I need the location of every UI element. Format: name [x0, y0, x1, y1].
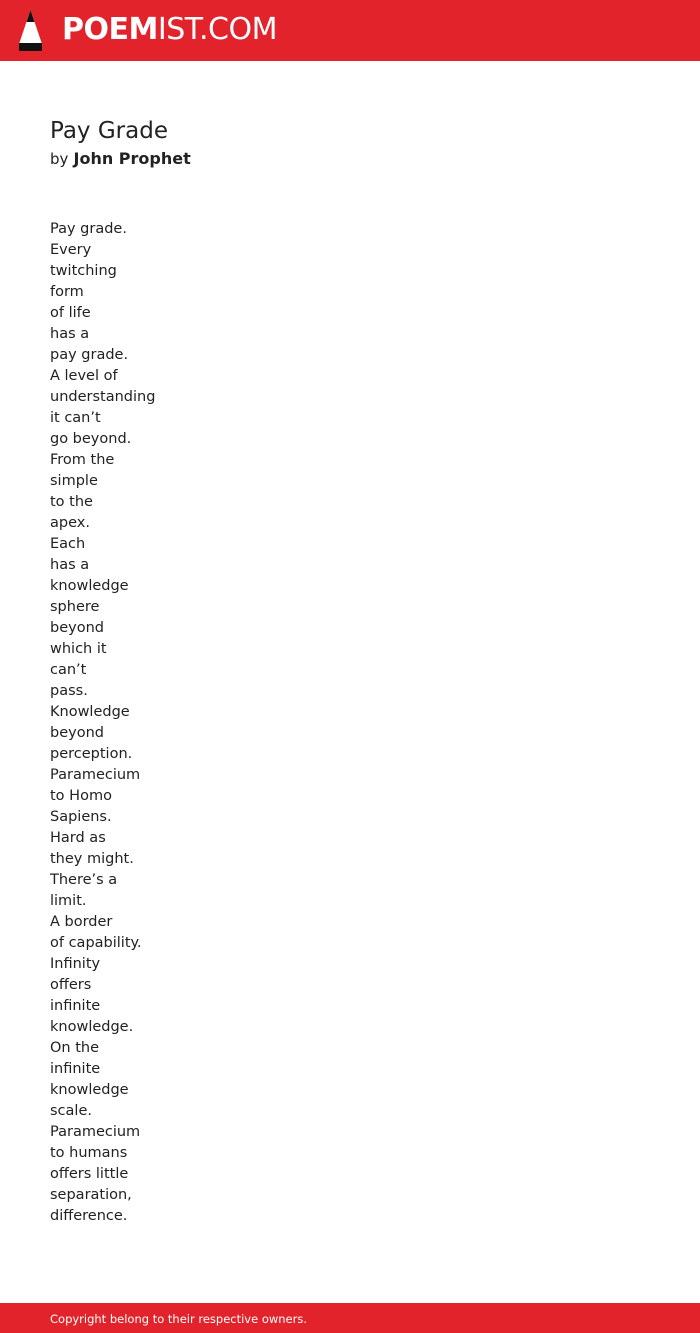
poem-line: difference.: [50, 1208, 128, 1224]
poem-line: knowledge: [50, 578, 129, 594]
poem-line: can’t: [50, 662, 87, 678]
poem-line: beyond: [50, 620, 104, 636]
poem-line: form: [50, 284, 84, 300]
poem-body: [50, 219, 155, 1227]
poem-line: they might.: [50, 851, 134, 867]
poem-line: Paramecium: [50, 1124, 141, 1140]
poem-line: separation,: [50, 1187, 132, 1203]
logo-brand-bold: POEM: [62, 12, 158, 47]
poem-line: has a: [50, 557, 90, 573]
poem-line: Infinity: [50, 956, 101, 972]
byline: [50, 148, 191, 170]
poem-title: Pay Grade: [50, 118, 168, 144]
poem-line: go beyond.: [50, 431, 132, 447]
poem-line: understanding: [50, 389, 156, 405]
poem-line: pass.: [50, 683, 88, 699]
poem-line: infinite: [50, 1061, 101, 1077]
byline-label: by: [50, 150, 69, 168]
poem-line: has a: [50, 326, 90, 342]
copyright-text: Copyright belong to their respective owners.: [50, 1312, 308, 1326]
poem-line: limit.: [50, 893, 87, 909]
poem-line: offers little: [50, 1166, 129, 1182]
author-name: John Prophet: [73, 149, 191, 168]
poem-line: From the: [50, 452, 115, 468]
poem-line: On the: [50, 1040, 100, 1056]
site-logo[interactable]: [62, 12, 277, 48]
poem-line: Sapiens.: [50, 809, 112, 825]
poem-line: of capability.: [50, 935, 142, 951]
poem-line: Hard as: [50, 830, 106, 846]
site-footer: [0, 1303, 700, 1333]
poem-line: perception.: [50, 746, 133, 762]
poem-line: sphere: [50, 599, 100, 615]
poem-line: to the: [50, 494, 93, 510]
poem-line: knowledge: [50, 1082, 129, 1098]
poem-line: knowledge.: [50, 1019, 134, 1035]
poem-line: pay grade.: [50, 347, 129, 363]
poem-line: A border: [50, 914, 113, 930]
poem-line: of life: [50, 305, 91, 321]
pencil-icon[interactable]: [17, 10, 44, 51]
poem-line: twitching: [50, 263, 117, 279]
poem-line: apex.: [50, 515, 90, 531]
poem-line: to Homo: [50, 788, 112, 804]
poem-line: Pay grade.: [50, 221, 127, 237]
poem-line: to humans: [50, 1145, 128, 1161]
poem-line: Each: [50, 536, 86, 552]
poem-line: A level of: [50, 368, 118, 384]
poem-line: simple: [50, 473, 98, 489]
poem-line: it can’t: [50, 410, 101, 426]
poem-line: Every: [50, 242, 92, 258]
poem-line: Knowledge: [50, 704, 130, 720]
site-header: [0, 0, 700, 61]
poem-line: beyond: [50, 725, 104, 741]
logo-brand-light: IST.COM: [157, 12, 277, 47]
poem-line: Paramecium: [50, 767, 141, 783]
poem-line: which it: [50, 641, 107, 657]
poem-line: offers: [50, 977, 92, 993]
poem-line: scale.: [50, 1103, 92, 1119]
poem-line: infinite: [50, 998, 101, 1014]
poem-line: There’s a: [50, 872, 118, 888]
